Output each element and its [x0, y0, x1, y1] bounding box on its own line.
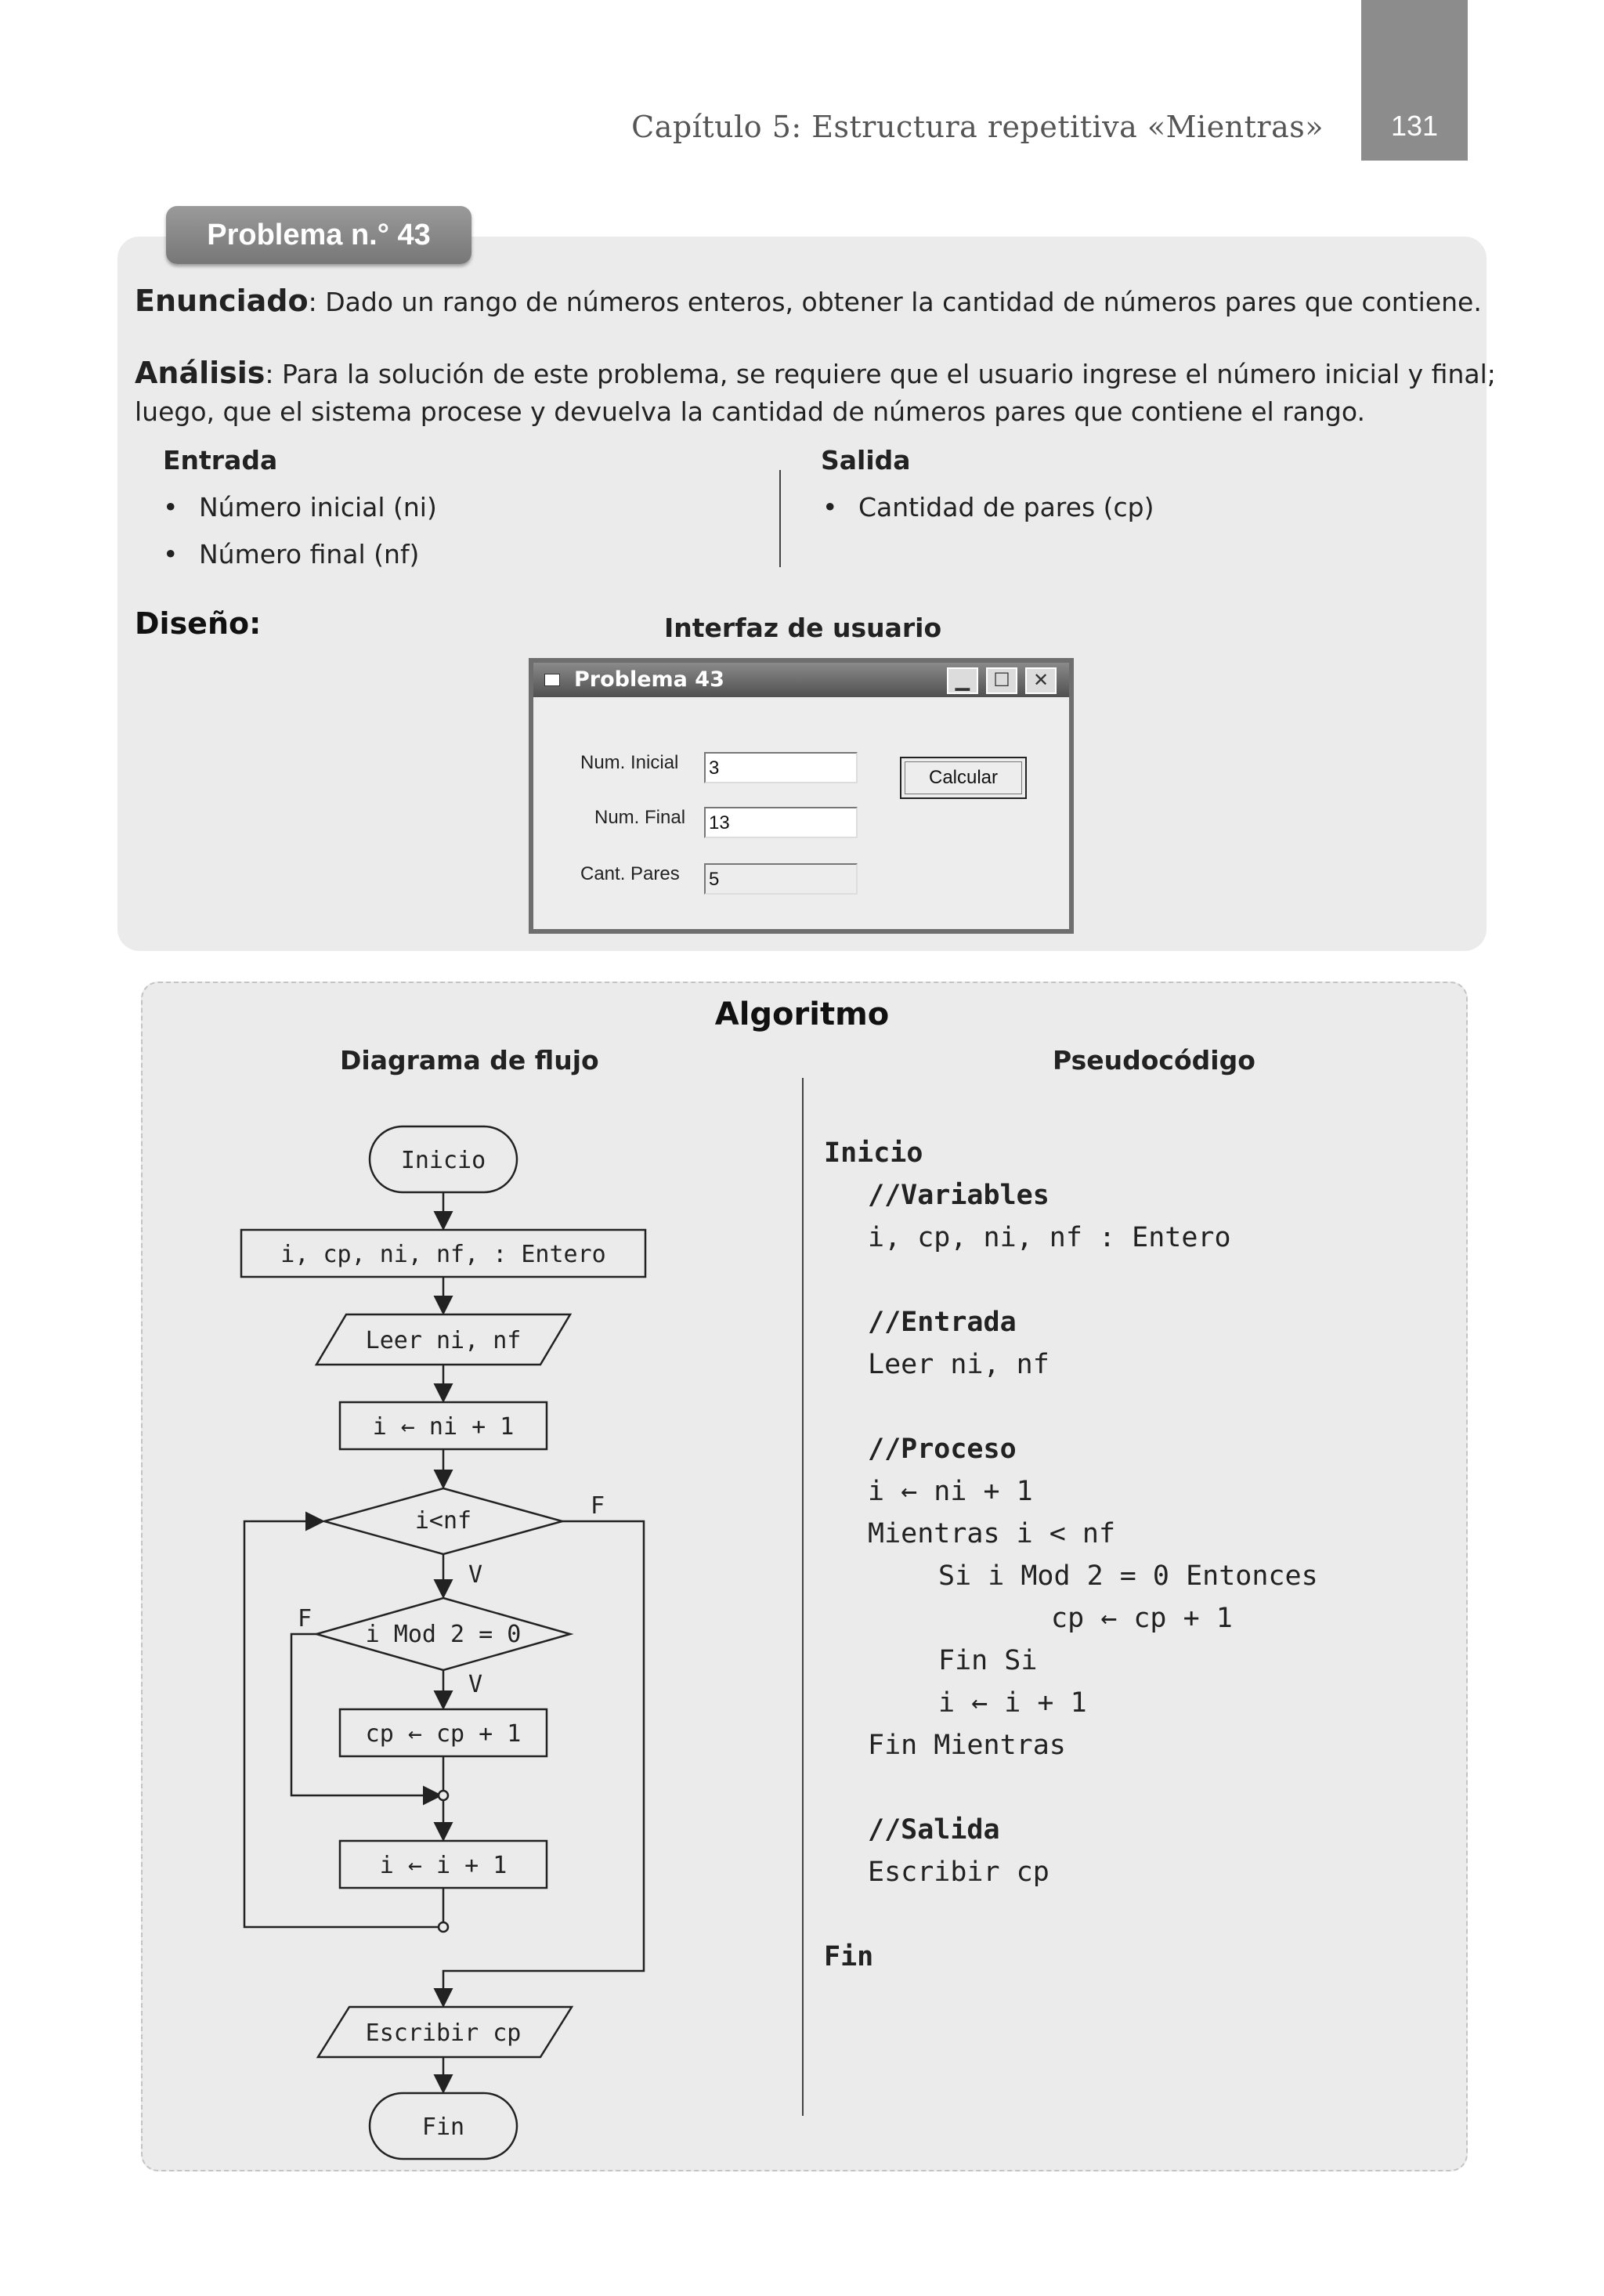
- pseudo-vars: i, cp, ni, nf : Entero: [868, 1222, 1231, 1253]
- pseudo-line: i ← ni + 1: [868, 1476, 1033, 1507]
- pseudo-line: i ← i + 1: [938, 1687, 1087, 1719]
- pseudo-line: Mientras i < nf: [868, 1518, 1116, 1549]
- flow-false-label: F: [298, 1605, 312, 1633]
- enunciado-label: Enunciado: [135, 284, 309, 318]
- window-title: Problema 43: [574, 667, 724, 692]
- pseudo-inicio: Inicio: [824, 1137, 923, 1169]
- pseudo-comment-vars: //Variables: [868, 1180, 1049, 1211]
- flow-cond2-text: i Mod 2 = 0: [365, 1621, 522, 1648]
- flow-cond1-text: i<nf: [414, 1507, 472, 1535]
- pseudo-title: Pseudocódigo: [1053, 1045, 1255, 1076]
- pseudo-line: cp ← cp + 1: [1051, 1603, 1233, 1634]
- analisis-line1: : Para la solución de este problema, se requiere que el usuario ingrese el número inicial y final;: [265, 359, 1496, 389]
- flow-inc-i-text: i ← i + 1: [379, 1852, 508, 1879]
- pseudo-comment-salida: //Salida: [868, 1814, 1000, 1846]
- analisis-label: Análisis: [135, 356, 266, 390]
- pseudo-escribir: Escribir cp: [868, 1857, 1049, 1888]
- flow-init-text: i ← ni + 1: [372, 1413, 515, 1441]
- pseudo-line: Fin Mientras: [868, 1730, 1066, 1761]
- flow-end-text: Fin: [421, 2113, 465, 2141]
- cant-pares-output: 5: [704, 863, 858, 895]
- salida-item: • Cantidad de pares (cp): [858, 489, 1154, 526]
- flow-write-text: Escribir cp: [365, 2019, 522, 2047]
- calcular-button-label: Calcular: [905, 761, 1022, 794]
- algorithm-title: Algoritmo: [714, 996, 890, 1032]
- close-button[interactable]: ✕: [1025, 667, 1057, 694]
- pseudo-line: Si i Mod 2 = 0 Entonces: [938, 1560, 1318, 1592]
- analisis-line2: luego, que el sistema procese y devuelva la cantidad de números pares que contiene el rango.: [135, 396, 1365, 427]
- pseudo-comment-entrada: //Entrada: [868, 1307, 1017, 1338]
- label-num-inicial: Num. Inicial: [580, 752, 679, 773]
- flow-read-text: Leer ni, nf: [365, 1327, 522, 1354]
- flow-start-text: Inicio: [400, 1147, 486, 1174]
- minimize-button[interactable]: ▁: [947, 667, 978, 694]
- entrada-item: • Número inicial (ni): [199, 489, 437, 526]
- entrada-title: Entrada: [163, 445, 278, 475]
- page-number: 131: [1390, 110, 1439, 142]
- pseudo-fin: Fin: [824, 1941, 874, 1972]
- flow-true-label: V: [468, 1561, 483, 1589]
- flow-vars-text: i, cp, ni, nf, : Entero: [280, 1241, 606, 1268]
- flow-true-label: V: [468, 1671, 483, 1698]
- entrada-item: • Número final (nf): [199, 536, 419, 573]
- pseudo-comment-proceso: //Proceso: [868, 1434, 1017, 1465]
- flow-title: Diagrama de flujo: [340, 1045, 599, 1076]
- problem-tab: Problema n.° 43: [166, 206, 471, 264]
- flow-false-label: F: [591, 1492, 605, 1520]
- ui-title: Interfaz de usuario: [664, 613, 942, 643]
- pseudo-line: Fin Si: [938, 1645, 1038, 1676]
- salida-title: Salida: [821, 445, 911, 475]
- maximize-button[interactable]: ☐: [986, 667, 1017, 694]
- num-inicial-input[interactable]: 3: [704, 752, 858, 783]
- num-final-input[interactable]: 13: [704, 807, 858, 838]
- chapter-title: Capítulo 5: Estructura repetitiva «Mientras»: [631, 110, 1324, 144]
- flow-inc-cp-text: cp ← cp + 1: [365, 1720, 522, 1748]
- label-cant-pares: Cant. Pares: [580, 863, 680, 884]
- enunciado-text: : Dado un rango de números enteros, obtener la cantidad de números pares que contiene.: [308, 287, 1482, 317]
- label-num-final: Num. Final: [594, 807, 686, 828]
- diseno-label: Diseño:: [135, 606, 262, 641]
- pseudo-leer: Leer ni, nf: [868, 1349, 1049, 1380]
